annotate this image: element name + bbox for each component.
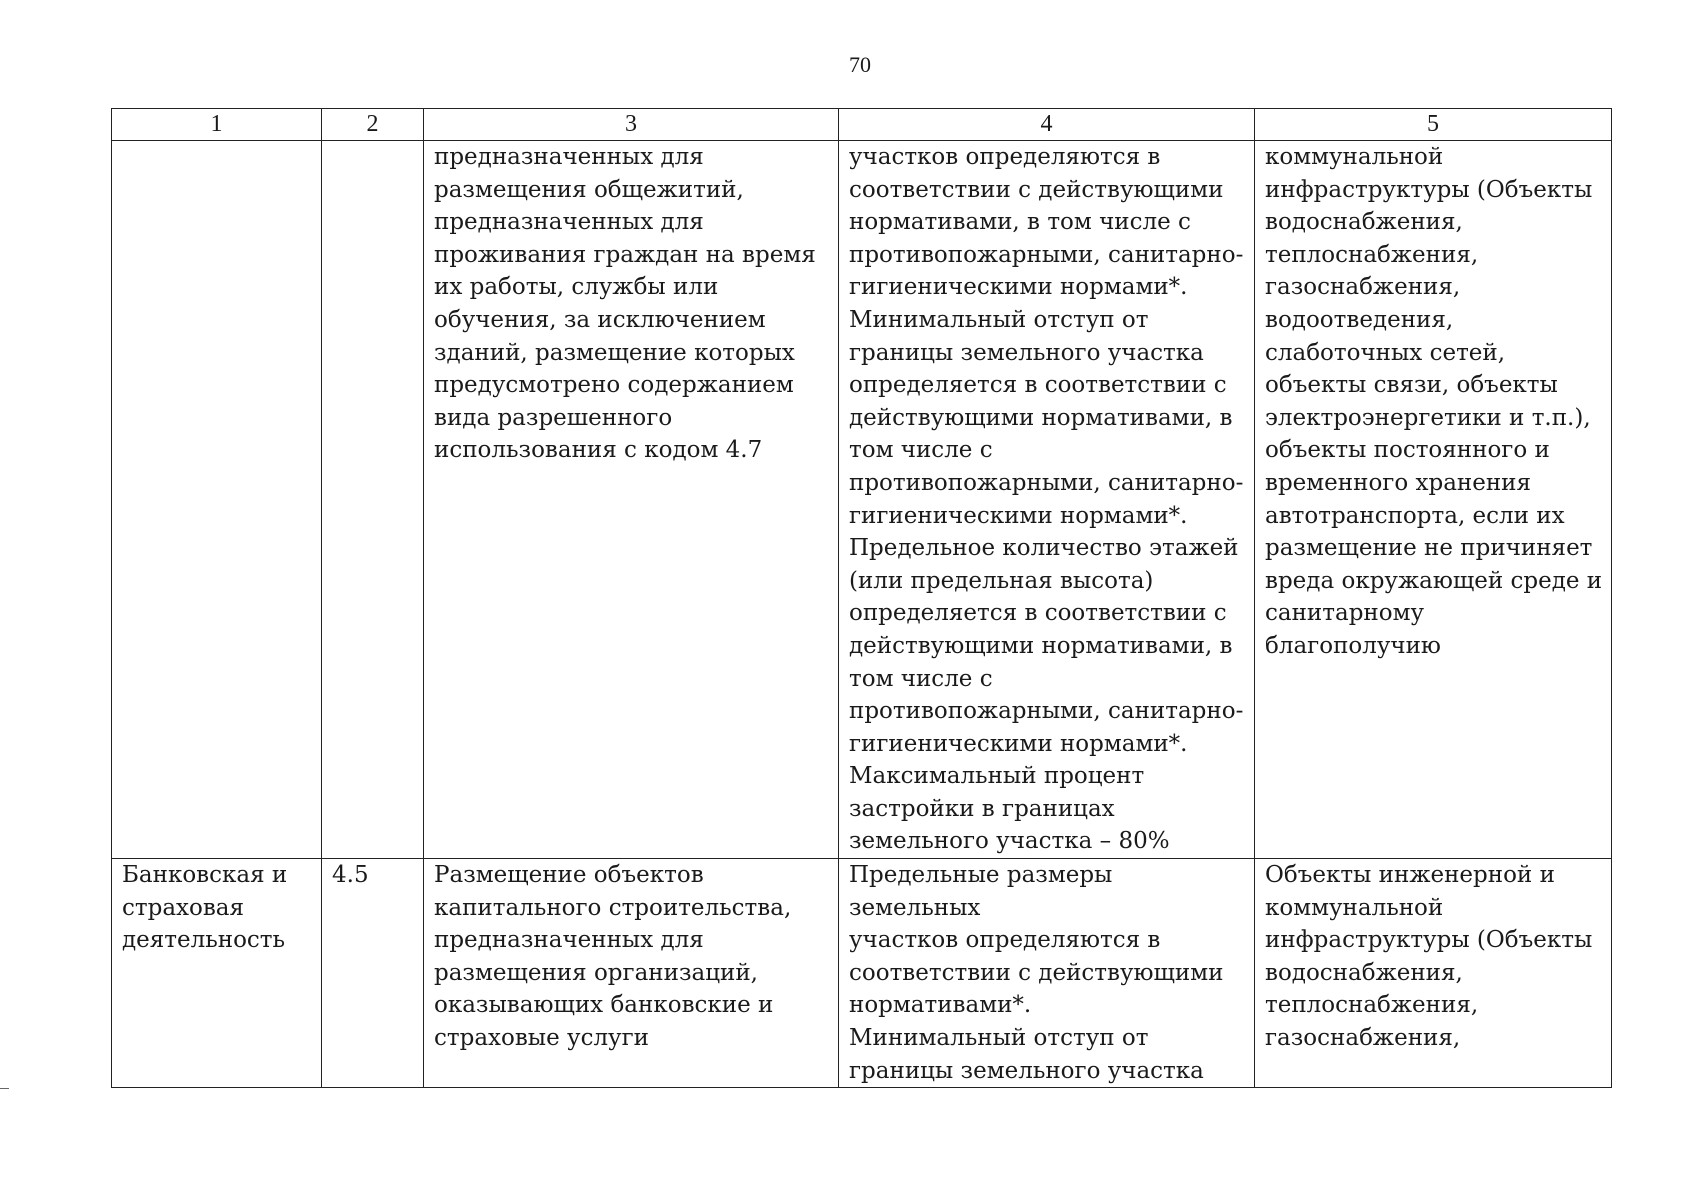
cell-use-name <box>112 141 322 859</box>
cell-auxiliary-uses: коммунальной инфраструктуры (Объекты водоснабжения, теплоснабжения, газоснабжения, водоотведения, слаботочных сетей, объекты связи, объекты электроэнергетики и т.п.), объекты постоянного и временного хранения автотранспорта, если их размещение не причиняет вреда окружающей среде и санитарному благополучию <box>1255 141 1612 859</box>
column-number-4: 4 <box>839 109 1255 141</box>
page-number: 70 <box>849 52 871 77</box>
column-number-5: 5 <box>1255 109 1612 141</box>
cell-use-description: Размещение объектов капитального строительства, предназначенных для размещения организаций, оказывающих банковские и страховые услуги <box>424 859 839 1088</box>
cell-auxiliary-uses: Объекты инженерной и коммунальной инфраструктуры (Объекты водоснабжения, теплоснабжения, газоснабжения, <box>1255 859 1612 1088</box>
cell-use-description: предназначенных для размещения общежитий, предназначенных для проживания граждан на время их работы, службы или обучения, за исключением зданий, размещение которых предусмотрено содержанием вида разрешенного использования с кодом 4.7 <box>424 141 839 859</box>
cell-use-code: 4.5 <box>322 859 424 1088</box>
cell-use-code <box>322 141 424 859</box>
table-row-continued <box>112 141 1612 859</box>
table-row-banking <box>112 859 1612 1088</box>
cell-parameters: участков определяются в соответствии с действующими нормативами, в том числе с противопожарными, санитарно- гигиеническими нормами*. Минимальный отступ от границы земельного участка определяется в соответствии с действующими нормативами, в том числе с противопожарными, санитарно- гигиеническими нормами*. Предельное количество этажей (или предельная высота) определяется в соответствии с действующими нормативами, в том числе с противопожарными, санитарно- гигиеническими нормами*. Максимальный процент застройки в границах земельного участка – 80% <box>839 141 1255 859</box>
land-use-table <box>111 108 1612 1088</box>
table-header-row <box>112 109 1612 141</box>
column-number-1: 1 <box>112 109 322 141</box>
cell-parameters: Предельные размеры земельных участков определяются в соответствии с действующими нормативами*. Минимальный отступ от границы земельного участка <box>839 859 1255 1088</box>
scan-edge-mark <box>0 1088 9 1089</box>
cell-use-name: Банковская и страховая деятельность <box>112 859 322 1088</box>
column-number-3: 3 <box>424 109 839 141</box>
column-number-2: 2 <box>322 109 424 141</box>
